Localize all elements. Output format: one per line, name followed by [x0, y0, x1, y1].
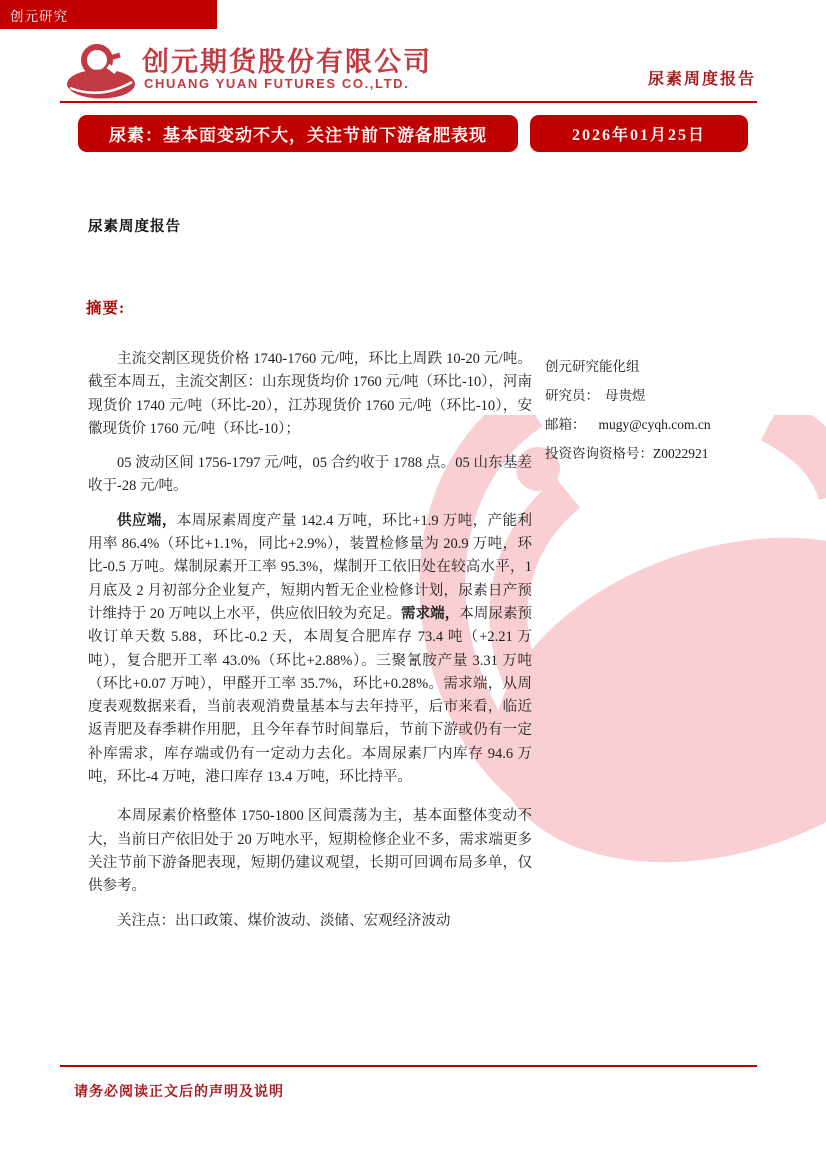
company-logo-icon [64, 42, 140, 100]
report-date-badge: 2026年01月25日 [530, 115, 748, 152]
supply-side-label: 供应端， [117, 512, 177, 529]
company-name-en: CHUANG YUAN FUTURES CO.,LTD. [144, 76, 410, 91]
researcher-line [545, 381, 711, 410]
research-division-bar: 创元研究 [0, 0, 217, 29]
report-type-label: 尿素周度报告 [647, 71, 756, 88]
report-subtitle: 尿素周度报告 [88, 219, 181, 235]
company-name-cn: 创元期货股份有限公司 [142, 47, 432, 77]
paragraph-outlook: 本周尿素价格整体 1750-1800 区间震荡为主，基本面整体变动不大，当前日产依旧处于 20 万吨水平，短期检修企业不多，需求端更多关注节前下游备肥表现，短期仍建议观望，长期可回调布局多单，仅供参考。 [88, 808, 532, 895]
supply-side-text: 本周尿素周度产量 142.4 万吨，环比+1.9 万吨，产能利用率 86.4%（环比+1.1%，同比+2.9%），装置检修量为 20.9 万吨，环比-0.5 万吨。煤制尿素开工率 95.3%，煤制开工依旧处在较高水平，1 月底及 2 月初部分企业复产，短期内暂无企业检修计划，尿素日产预计维持于 20 万吨以上水平，供应依旧较为充足。 [88, 512, 532, 622]
email-label: 邮箱： [545, 417, 586, 432]
paragraph-supply-demand [88, 510, 532, 790]
disclaimer-text: 请务必阅读正文后的声明及说明 [74, 1085, 284, 1100]
summary-body [88, 348, 532, 944]
header-divider [60, 101, 757, 103]
paragraph-spot-prices: 主流交割区现货价格 1740-1760 元/吨，环比上周跌 10-20 元/吨。截至本周五，主流交割区：山东现货均价 1760 元/吨（环比-10），河南现货价 1740 元/吨（环比-20），江苏现货价 1760 元/吨（环比-10），安徽现货价 1760 元/吨（环比-10）； [88, 351, 532, 437]
qualification-number: Z0022921 [653, 446, 709, 461]
demand-side-label: 需求端， [401, 605, 460, 622]
report-title-banner: 尿素：基本面变动不大，关注节前下游备肥表现 [78, 115, 518, 152]
paragraph-futures: 05 波动区间 1756-1797 元/吨，05 合约收于 1788 点。05 山东基差收于-28 元/吨。 [88, 455, 532, 495]
email-value: mugy@cyqh.com.cn [598, 417, 711, 432]
qualification-line [545, 439, 711, 468]
researcher-name: 母贵煜 [605, 388, 646, 403]
researcher-label: 研究员： [545, 388, 599, 403]
paragraph-watch-points: 关注点：出口政策、煤价波动、淡储、宏观经济波动 [117, 912, 451, 929]
footer-divider [60, 1065, 757, 1067]
qualification-label: 投资咨询资格号： [545, 446, 653, 461]
research-team: 创元研究能化组 [545, 359, 640, 374]
demand-side-text: 本周尿素预收订单天数 5.88，环比-0.2 天，本周复合肥库存 73.4 吨（+2.21 万吨），复合肥开工率 43.0%（环比+2.88%）。三聚氰胺产量 3.31 万吨（环比+0.07 万吨），甲醛开工率 35.7%，环比+0.28%。需求端，从周度表观数据来看，当前表观消费量基本与去年持平，后市来看，临近返青肥及春季耕作用肥，且今年春节时间靠后，节前下游或仍有一定补库需求，库存端或仍有一定动力去化。本周尿素厂内库存 94.6 万吨，环比-4 万吨，港口库存 13.4 万吨，环比持平。 [88, 605, 532, 786]
email-line [545, 410, 711, 439]
summary-heading: 摘要: [86, 300, 126, 317]
researcher-contact-panel [545, 352, 711, 468]
